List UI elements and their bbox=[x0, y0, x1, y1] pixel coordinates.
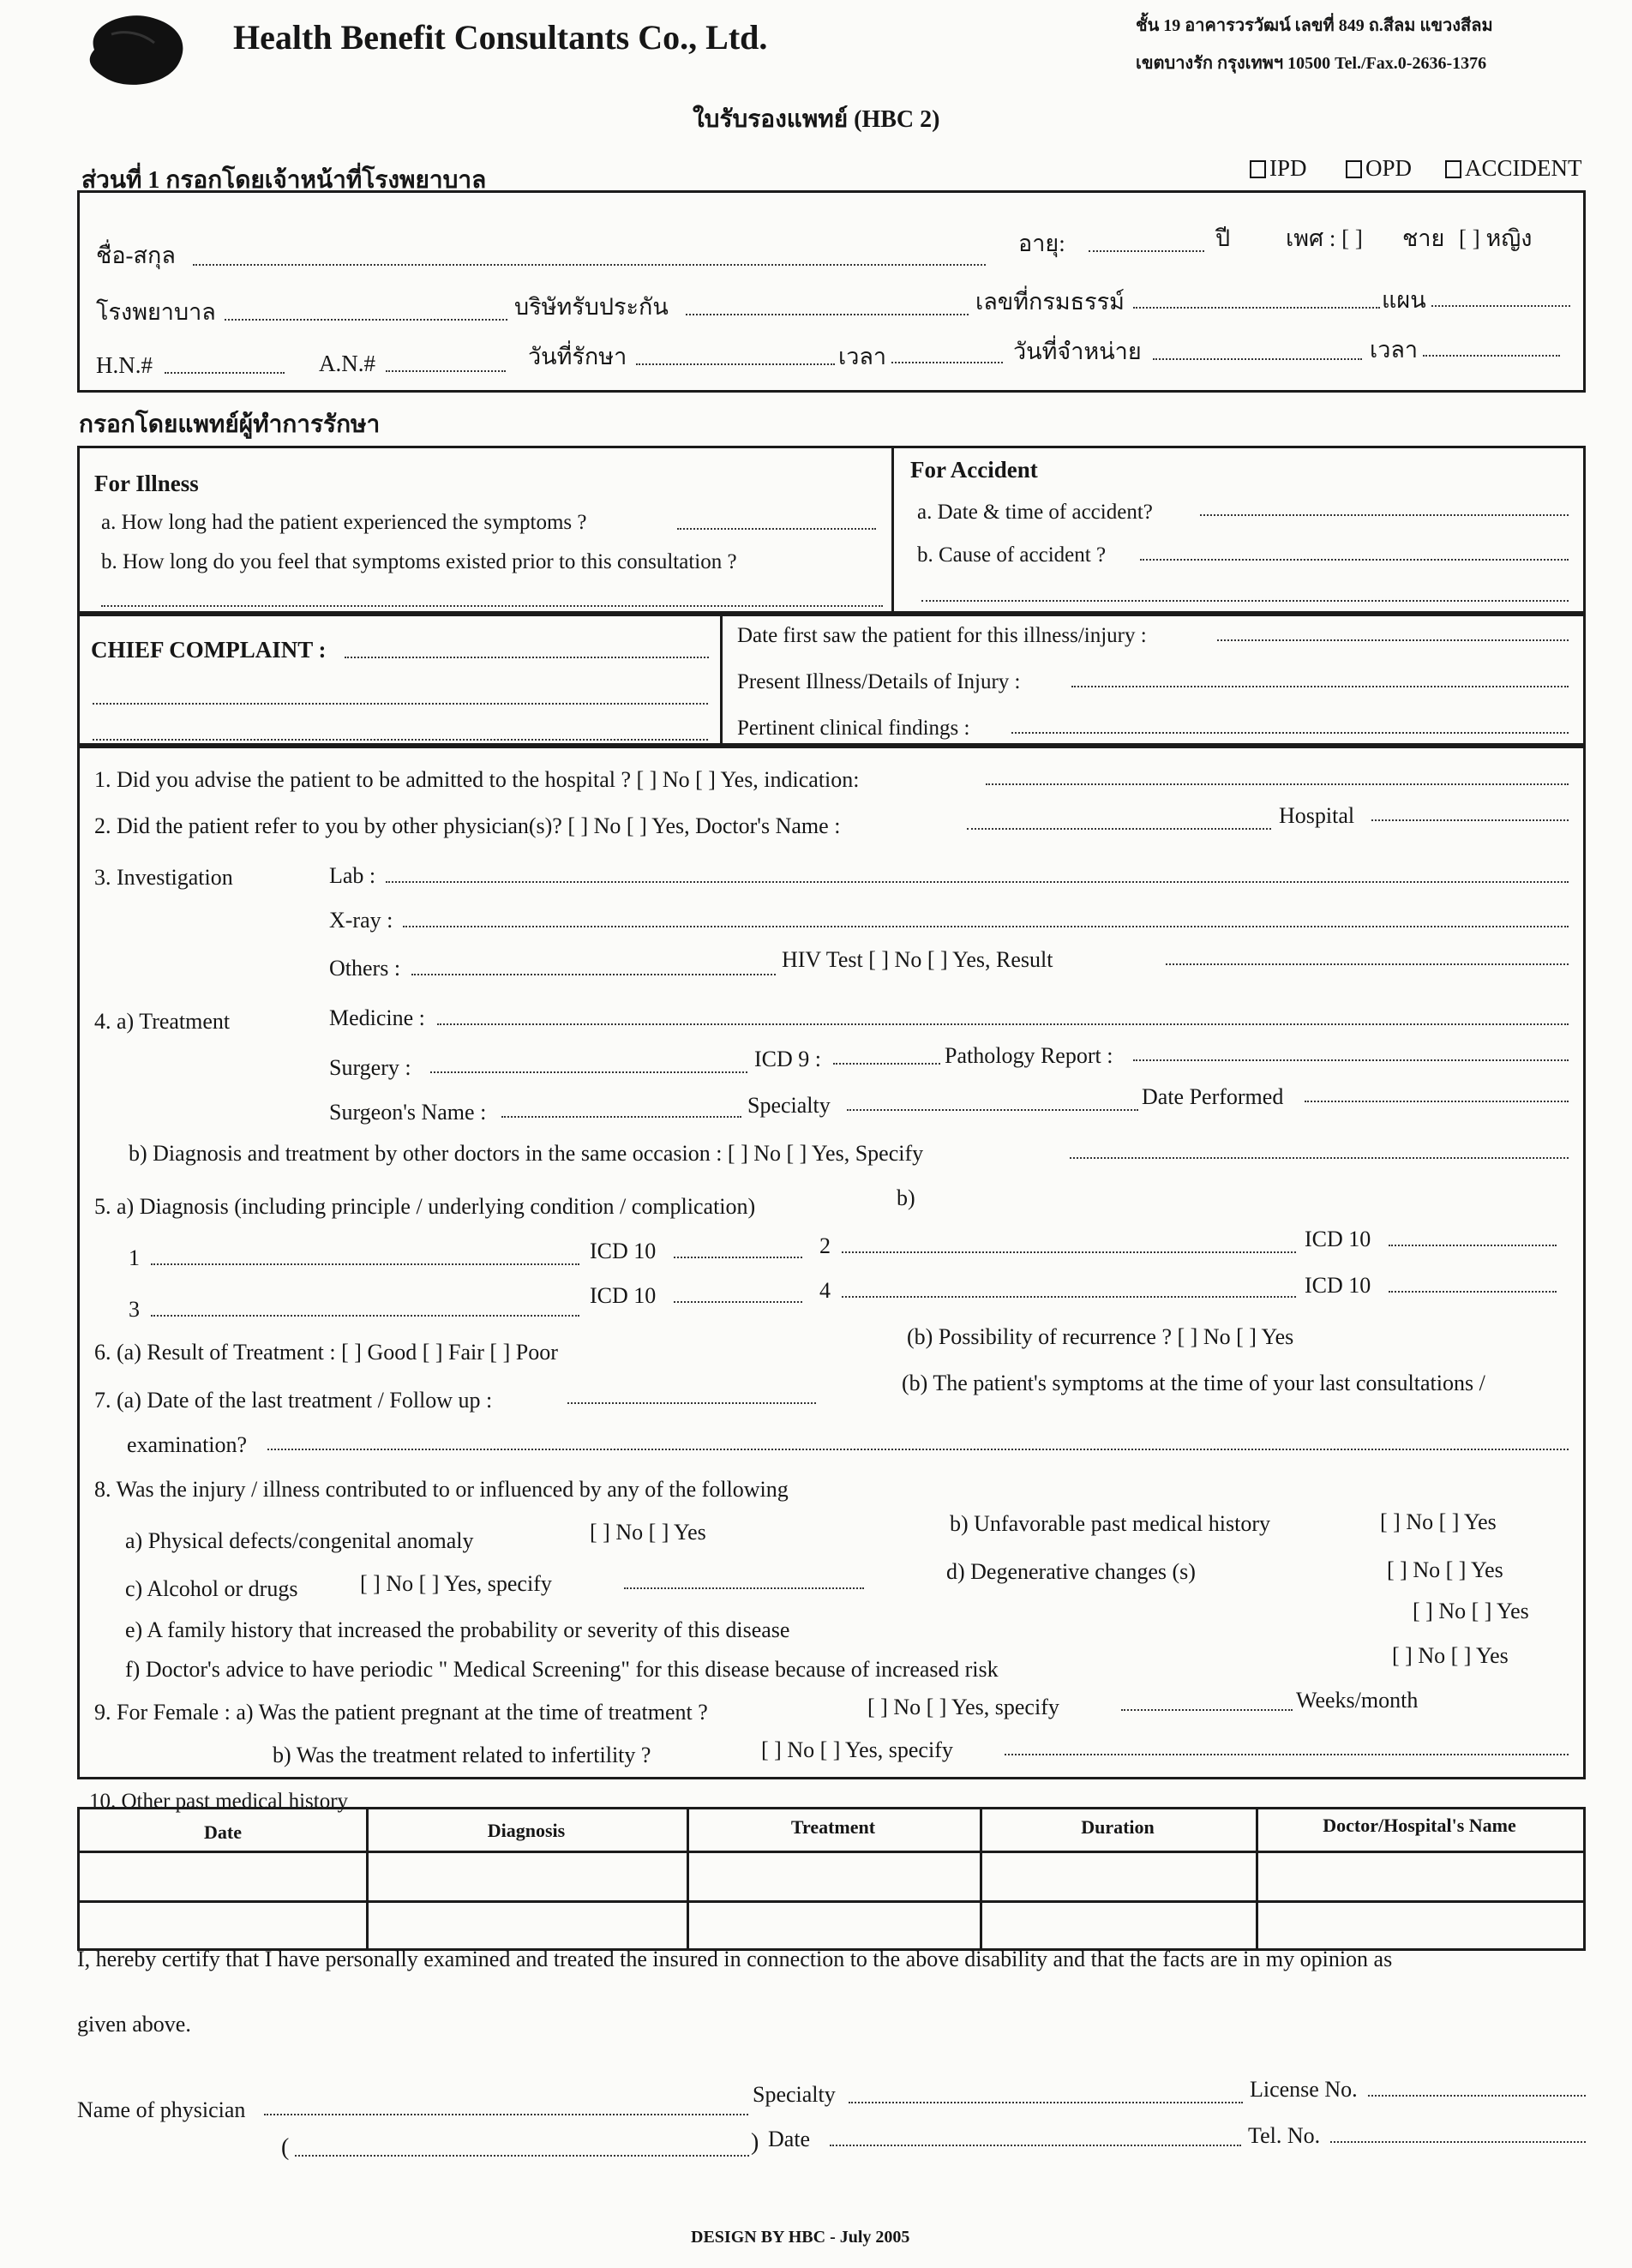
q8b-text: b) Unfavorable past medical history bbox=[950, 1511, 1270, 1536]
plan-field[interactable] bbox=[1431, 305, 1570, 307]
physician-name-label: Name of physician bbox=[77, 2097, 246, 2122]
an-label: A.N.# bbox=[319, 351, 375, 376]
q3-text: 3. Investigation bbox=[94, 865, 233, 890]
policy-label: เลขที่กรมธรรม์ bbox=[975, 289, 1125, 315]
q4-icd9-field[interactable] bbox=[833, 1063, 940, 1065]
plan-label: แผน bbox=[1382, 287, 1426, 313]
q5-num-4: 4 bbox=[819, 1278, 831, 1303]
q1-text: 1. Did you advise the patient to be admitted to the hospital ? [ ] No [ ] Yes, indication: bbox=[94, 767, 860, 792]
q8f-text: f) Doctor's advice to have periodic " Medical Screening" for this disease because of increased risk bbox=[125, 1657, 999, 1682]
q5-icd-1: ICD 10 bbox=[590, 1239, 657, 1263]
q5-icd-field-3[interactable] bbox=[674, 1301, 802, 1303]
accident-b-field-2[interactable] bbox=[921, 600, 1569, 602]
illness-a-field[interactable] bbox=[677, 528, 876, 530]
chief-complaint-label: CHIEF COMPLAINT : bbox=[91, 637, 327, 663]
company-address-line1: ชั้น 19 อาคารวรวัฒน์ เลขที่ 849 ถ.สีลม แขวงสีลม bbox=[1136, 16, 1493, 35]
q5-num-1: 1 bbox=[129, 1245, 140, 1270]
cert-date-field[interactable] bbox=[830, 2145, 1241, 2146]
q5-diag-3[interactable] bbox=[151, 1315, 579, 1317]
certification-line1: I, hereby certify that I have personally examined and treated the insured in connection to the above disability and that the facts are in my opinion as bbox=[77, 1947, 1393, 1971]
q4-pathology-field[interactable] bbox=[1133, 1059, 1569, 1061]
q8d-text: d) Degenerative changes (s) bbox=[946, 1559, 1196, 1584]
q5b-label: b) bbox=[897, 1185, 915, 1210]
q3-hiv-field[interactable] bbox=[1166, 963, 1569, 965]
age-unit: ปี bbox=[1215, 225, 1231, 251]
q7-field[interactable] bbox=[567, 1402, 816, 1404]
q4-surgeon-field[interactable] bbox=[501, 1116, 741, 1118]
chief-complaint-field-2[interactable] bbox=[93, 703, 708, 705]
q4-date-performed-field[interactable] bbox=[1305, 1101, 1569, 1102]
accident-label: ACCIDENT bbox=[1465, 155, 1582, 181]
q5-icd-field-4[interactable] bbox=[1389, 1291, 1557, 1293]
license-label: License No. bbox=[1250, 2077, 1358, 2102]
q5-num-2: 2 bbox=[819, 1233, 831, 1258]
part1-box bbox=[77, 190, 1586, 393]
physician-signature-field[interactable] bbox=[295, 2155, 749, 2157]
footer-design: DESIGN BY HBC - July 2005 bbox=[691, 2228, 910, 2247]
q5-text: 5. a) Diagnosis (including principle / underlying condition / complication) bbox=[94, 1194, 756, 1219]
q2-hospital-label: Hospital bbox=[1279, 803, 1355, 828]
q3-others-label: Others : bbox=[329, 956, 401, 981]
paren-open: ( bbox=[281, 2134, 290, 2161]
q4b-field[interactable] bbox=[1070, 1157, 1569, 1159]
q8f-options[interactable]: [ ] No [ ] Yes bbox=[1392, 1643, 1509, 1668]
q9b-field[interactable] bbox=[1005, 1754, 1569, 1755]
age-field[interactable] bbox=[1089, 250, 1204, 252]
pertinent-findings-field[interactable] bbox=[1011, 732, 1569, 734]
q4-medicine-label: Medicine : bbox=[329, 1005, 425, 1030]
name-field[interactable] bbox=[193, 264, 986, 266]
illness-b-field[interactable] bbox=[101, 605, 883, 607]
q3-xray-field[interactable] bbox=[403, 926, 1569, 927]
q7-exam-field[interactable] bbox=[267, 1449, 1569, 1450]
name-label: ชื่อ-สกุล bbox=[96, 243, 176, 268]
opd-label: OPD bbox=[1365, 155, 1413, 181]
hn-label: H.N.# bbox=[96, 352, 153, 378]
age-label: อายุ: bbox=[1018, 231, 1065, 256]
illness-q-a: a. How long had the patient experienced the symptoms ? bbox=[101, 511, 587, 534]
present-illness-field[interactable] bbox=[1071, 686, 1569, 687]
q9b-options[interactable]: [ ] No [ ] Yes, specify bbox=[761, 1737, 953, 1762]
q2-hospital-field[interactable] bbox=[1371, 819, 1569, 821]
q4-text: 4. a) Treatment bbox=[94, 1009, 231, 1034]
accident-checkbox[interactable] bbox=[1445, 154, 1582, 182]
q5-num-3: 3 bbox=[129, 1297, 140, 1322]
treat-date-field[interactable] bbox=[636, 363, 835, 365]
pertinent-findings-label: Pertinent clinical findings : bbox=[737, 717, 970, 740]
female-label[interactable]: [ ] หญิง bbox=[1459, 225, 1533, 251]
an-field[interactable] bbox=[386, 370, 506, 372]
past-history-title: 10. Other past medical history bbox=[89, 1790, 349, 1813]
q4-icd9-label: ICD 9 : bbox=[754, 1047, 821, 1071]
q8a-options[interactable]: [ ] No [ ] Yes bbox=[590, 1520, 706, 1545]
q4-specialty-field[interactable] bbox=[847, 1109, 1138, 1111]
sex-label: เพศ : [ ] bbox=[1286, 225, 1363, 251]
chief-complaint-field-3[interactable] bbox=[93, 739, 708, 741]
q9-field[interactable] bbox=[1121, 1709, 1293, 1711]
male-label[interactable]: ชาย bbox=[1402, 225, 1445, 251]
form-title: ใบรับรองแพทย์ (HBC 2) bbox=[693, 106, 940, 133]
past-history-table bbox=[77, 1807, 1586, 1951]
insurer-field[interactable] bbox=[686, 314, 969, 315]
tel-field[interactable] bbox=[1330, 2141, 1586, 2143]
physician-name-field[interactable] bbox=[264, 2114, 748, 2115]
table-col-diagnosis: Diagnosis bbox=[487, 1820, 566, 1841]
treat-date-label: วันที่รักษา bbox=[528, 344, 627, 369]
q8e-options[interactable]: [ ] No [ ] Yes bbox=[1413, 1599, 1529, 1623]
table-col-duration: Duration bbox=[1081, 1816, 1155, 1838]
q9-options[interactable]: [ ] No [ ] Yes, specify bbox=[867, 1695, 1059, 1719]
q7b-text: (b) The patient's symptoms at the time of your last consultations / bbox=[902, 1371, 1485, 1395]
accident-q-b: b. Cause of accident ? bbox=[917, 543, 1107, 567]
certification-line2: given above. bbox=[77, 2012, 191, 2037]
q4-specialty-label: Specialty bbox=[747, 1093, 831, 1118]
hospital-field[interactable] bbox=[225, 319, 507, 321]
part1-heading: ส่วนที่ 1 กรอกโดยเจ้าหน้าที่โรงพยาบาล bbox=[81, 167, 487, 194]
q5-diag-4[interactable] bbox=[842, 1296, 1296, 1298]
illness-title: For Illness bbox=[94, 471, 199, 496]
q4-surgery-field[interactable] bbox=[430, 1071, 747, 1073]
chief-complaint-divider bbox=[720, 614, 723, 746]
q4b-text[interactable]: b) Diagnosis and treatment by other doctors in the same occasion : [ ] No [ ] Yes, Specify bbox=[129, 1141, 924, 1166]
q3-lab-field[interactable] bbox=[386, 881, 1569, 883]
cert-date-label: Date bbox=[768, 2127, 811, 2151]
time-label-1: เวลา bbox=[838, 344, 887, 369]
q5-diag-1[interactable] bbox=[151, 1263, 579, 1265]
company-logo bbox=[77, 9, 193, 93]
tel-label: Tel. No. bbox=[1248, 2123, 1321, 2148]
q4-date-performed-label: Date Performed bbox=[1142, 1084, 1284, 1109]
time-field-2[interactable] bbox=[1423, 355, 1560, 357]
present-illness-label: Present Illness/Details of Injury : bbox=[737, 670, 1021, 693]
q8d-options[interactable]: [ ] No [ ] Yes bbox=[1387, 1557, 1503, 1582]
opd-checkbox[interactable] bbox=[1346, 154, 1412, 182]
table-row-divider bbox=[80, 1900, 1583, 1903]
q8b-options[interactable]: [ ] No [ ] Yes bbox=[1380, 1509, 1497, 1534]
insurer-label: บริษัทรับประกัน bbox=[514, 294, 669, 320]
q8a-text: a) Physical defects/congenital anomaly bbox=[125, 1528, 474, 1553]
accident-title: For Accident bbox=[910, 457, 1038, 483]
accident-a-field[interactable] bbox=[1200, 514, 1569, 516]
q8c-options[interactable]: [ ] No [ ] Yes, specify bbox=[360, 1571, 552, 1596]
discharge-label: วันที่จำหน่าย bbox=[1013, 339, 1142, 364]
q6-text[interactable]: 6. (a) Result of Treatment : [ ] Good [ ] Fair [ ] Poor bbox=[94, 1340, 558, 1365]
q3-xray-label: X-ray : bbox=[329, 908, 393, 933]
ipd-label: IPD bbox=[1269, 155, 1307, 181]
date-first-saw-field[interactable] bbox=[1217, 639, 1569, 641]
q4-pathology-label: Pathology Report : bbox=[945, 1043, 1113, 1068]
q2-text: 2. Did the patient refer to you by other physician(s)? [ ] No [ ] Yes, Doctor's Name : bbox=[94, 813, 841, 838]
q8c-field[interactable] bbox=[624, 1587, 864, 1589]
q9-text: 9. For Female : a) Was the patient pregnant at the time of treatment ? bbox=[94, 1700, 708, 1725]
illness-q-b: b. How long do you feel that symptoms existed prior to this consultation ? bbox=[101, 550, 737, 573]
table-col-treatment: Treatment bbox=[790, 1816, 876, 1838]
q5-diag-2[interactable] bbox=[842, 1251, 1296, 1253]
q5-icd-field-2[interactable] bbox=[1389, 1245, 1557, 1246]
accident-b-field[interactable] bbox=[1140, 559, 1569, 561]
q7-text: 7. (a) Date of the last treatment / Follow up : bbox=[94, 1388, 493, 1413]
policy-field[interactable] bbox=[1133, 307, 1380, 309]
q4-surgeon-label: Surgeon's Name : bbox=[329, 1100, 487, 1125]
table-col-doctor-hospital: Doctor/Hospital's Name bbox=[1323, 1815, 1516, 1836]
table-col-date: Date bbox=[204, 1821, 242, 1843]
q1-field[interactable] bbox=[986, 783, 1569, 785]
company-name: Health Benefit Consultants Co., Ltd. bbox=[233, 18, 768, 57]
accident-q-a: a. Date & time of accident? bbox=[917, 501, 1153, 524]
q8c-text: c) Alcohol or drugs bbox=[125, 1576, 298, 1601]
q8-text: 8. Was the injury / illness contributed to or influenced by any of the following bbox=[94, 1477, 789, 1502]
hospital-label: โรงพยาบาล bbox=[96, 299, 216, 325]
ipd-checkbox[interactable] bbox=[1250, 154, 1307, 182]
q4-surgery-label: Surgery : bbox=[329, 1055, 411, 1080]
license-field[interactable] bbox=[1368, 2095, 1586, 2097]
illness-accident-divider bbox=[891, 446, 894, 614]
discharge-field[interactable] bbox=[1153, 358, 1362, 360]
q4-medicine-field[interactable] bbox=[437, 1023, 1569, 1025]
paren-close: ) bbox=[751, 2129, 759, 2156]
physician-specialty-field[interactable] bbox=[849, 2102, 1243, 2103]
q9-weeks-label: Weeks/month bbox=[1296, 1688, 1419, 1713]
doctor-section-heading: กรอกโดยแพทย์ผู้ทำการรักษา bbox=[79, 411, 381, 438]
q6b-text[interactable]: (b) Possibility of recurrence ? [ ] No [ ] Yes bbox=[907, 1324, 1294, 1349]
q5-icd-2: ICD 10 bbox=[1305, 1227, 1371, 1251]
q7-exam-label: examination? bbox=[127, 1432, 248, 1457]
q5-icd-3: ICD 10 bbox=[590, 1283, 657, 1308]
company-address-line2: เขตบางรัก กรุงเทพฯ 10500 Tel./Fax.0-2636-1376 bbox=[1136, 54, 1487, 73]
date-first-saw-label: Date first saw the patient for this illness/injury : bbox=[737, 624, 1147, 647]
hn-field[interactable] bbox=[165, 372, 285, 374]
chief-complaint-field-1[interactable] bbox=[345, 657, 709, 658]
q5-icd-field-1[interactable] bbox=[674, 1257, 802, 1258]
q8e-text: e) A family history that increased the probability or severity of this disease bbox=[125, 1617, 790, 1642]
q3-others-field[interactable] bbox=[411, 974, 776, 975]
q3-lab-label: Lab : bbox=[329, 863, 376, 888]
q9b-text: b) Was the treatment related to infertility ? bbox=[273, 1743, 651, 1767]
table-header-divider bbox=[80, 1851, 1583, 1853]
time-field-1[interactable] bbox=[891, 362, 1003, 363]
physician-specialty-label: Specialty bbox=[753, 2082, 836, 2107]
time-label-2: เวลา bbox=[1370, 337, 1419, 363]
q5-icd-4: ICD 10 bbox=[1305, 1273, 1371, 1298]
q3-hiv[interactable]: HIV Test [ ] No [ ] Yes, Result bbox=[782, 947, 1053, 972]
q2-field[interactable] bbox=[967, 828, 1271, 830]
